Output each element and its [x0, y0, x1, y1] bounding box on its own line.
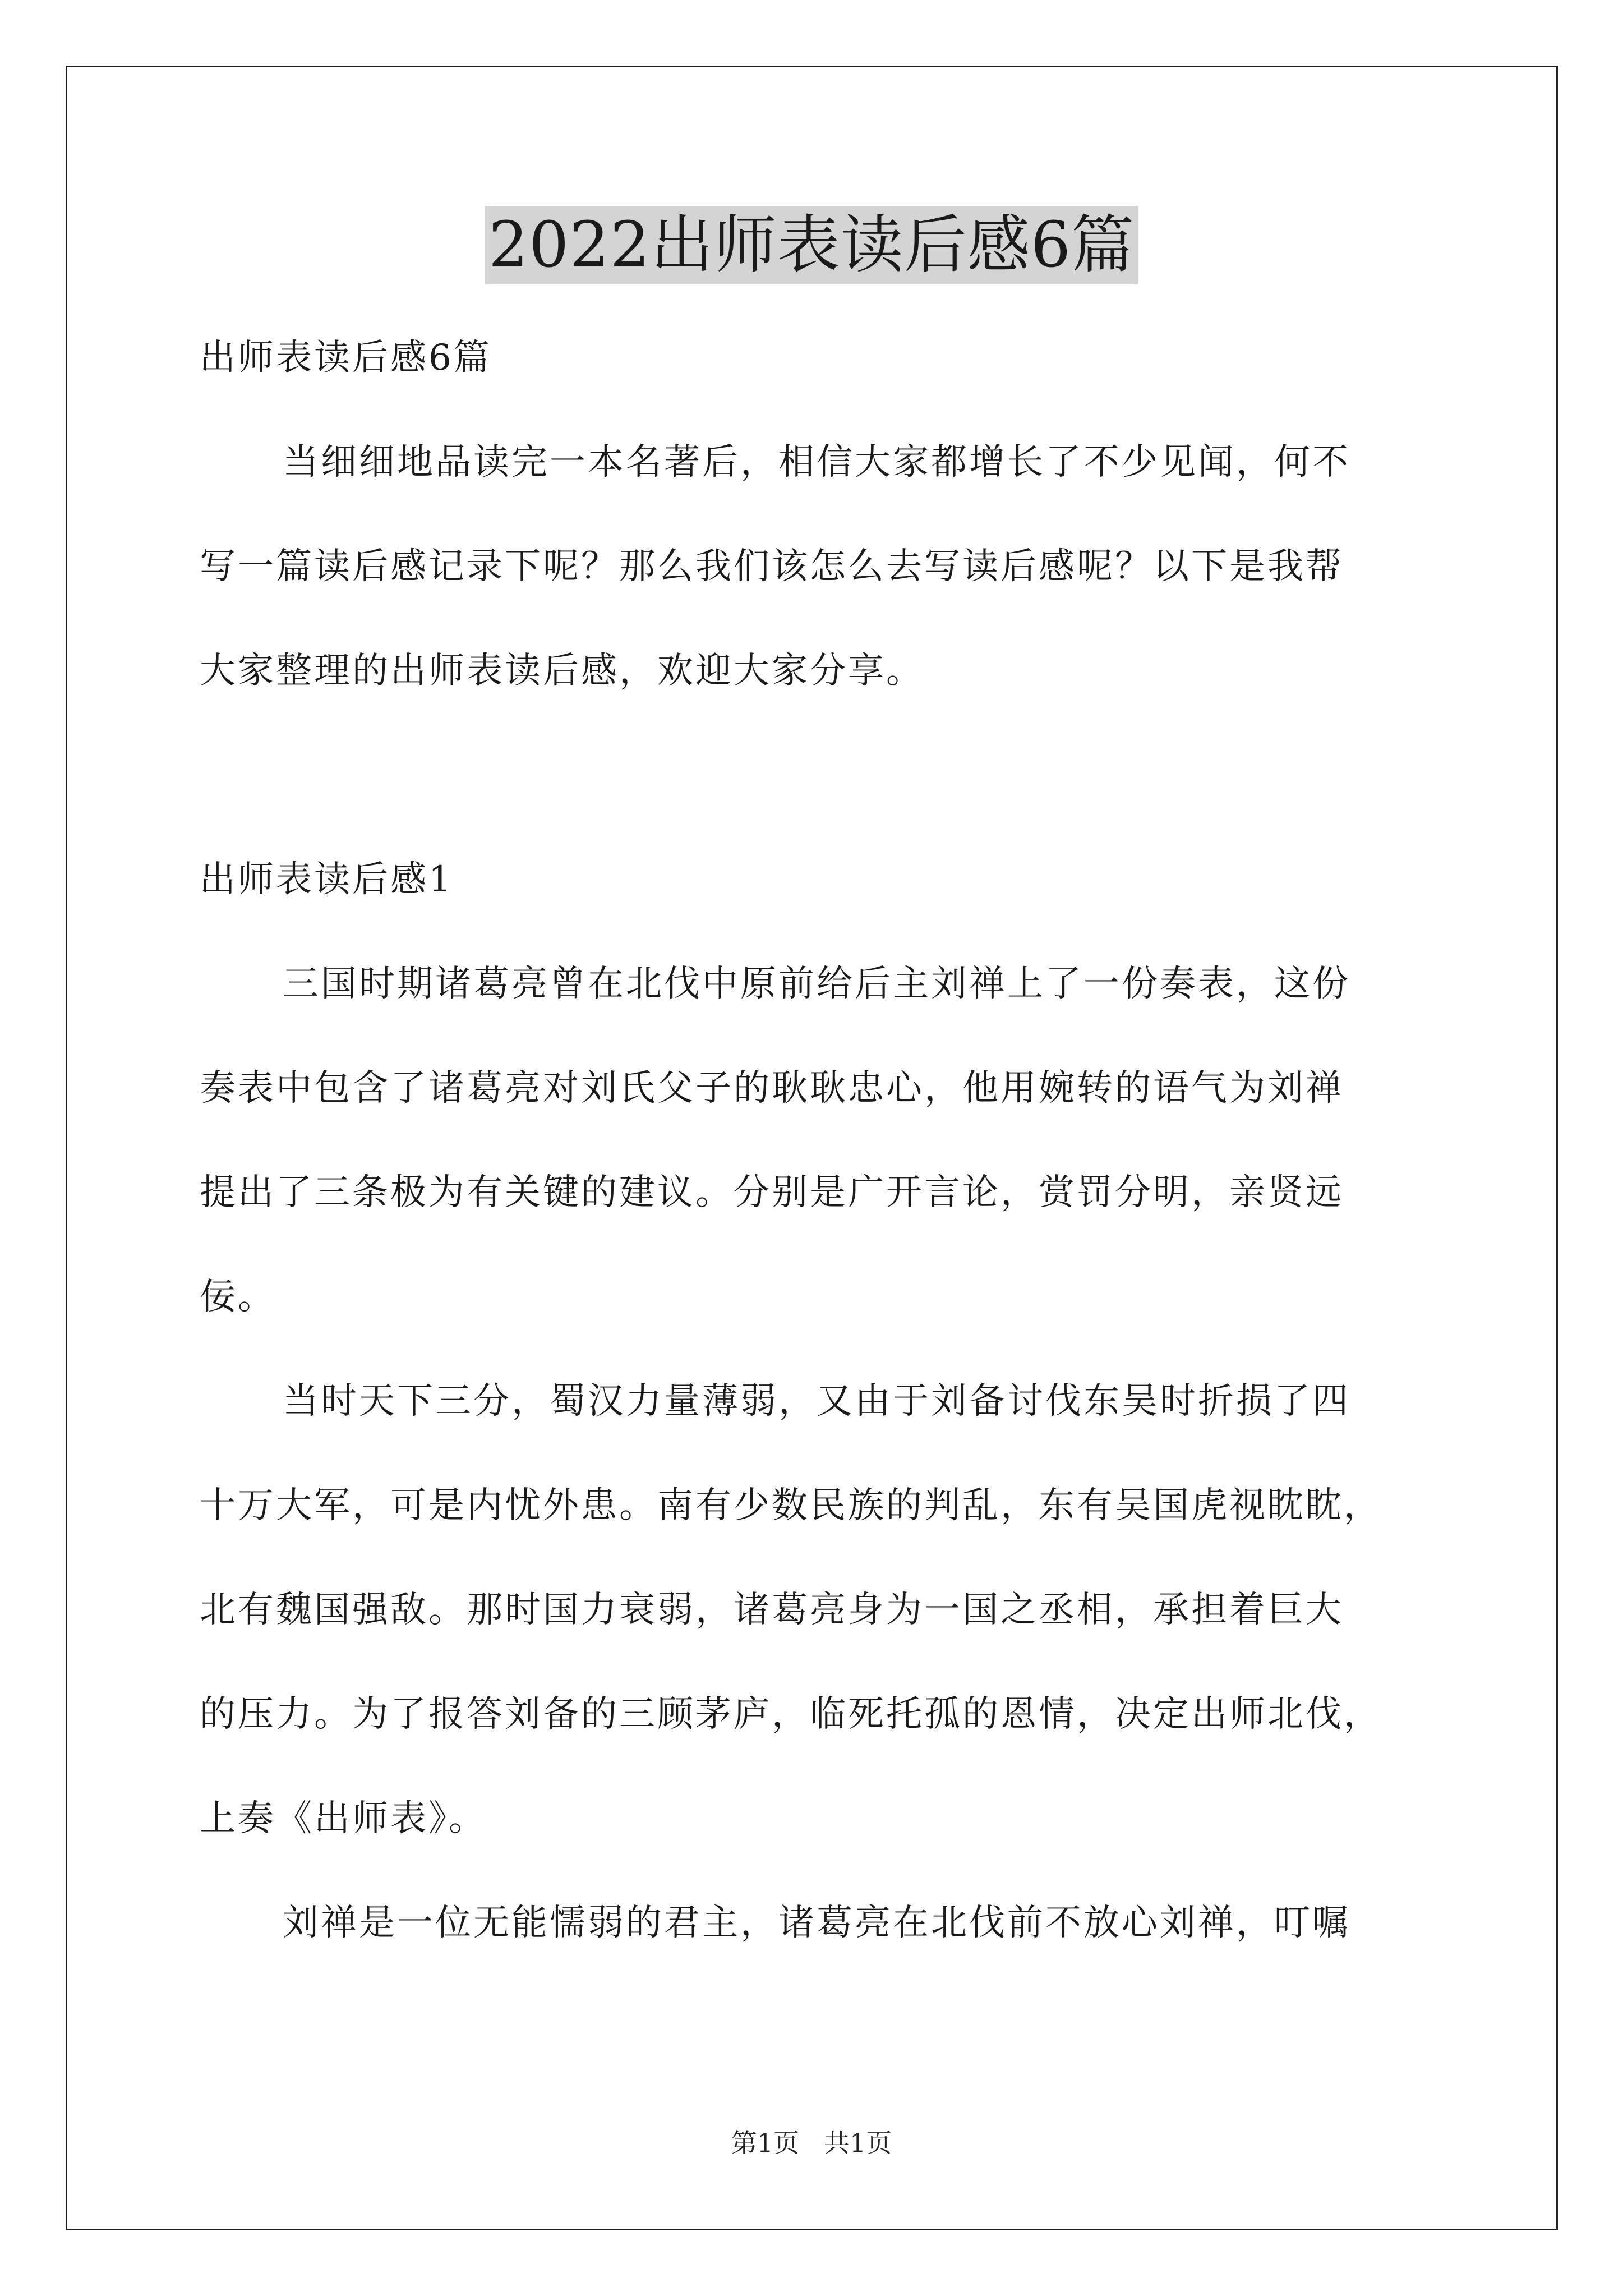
- paragraph-line: 北有魏国强敌。那时国力衰弱，诸葛亮身为一国之丞相，承担着巨大: [200, 1589, 1344, 1631]
- document-body: [200, 306, 1433, 1975]
- paragraph-line: 三国时期诸葛亮曾在北伐中原前给后主刘禅上了一份奏表，这份: [283, 963, 1350, 1005]
- page-number: 第1页: [731, 2128, 800, 2158]
- paragraph-line: 的压力。为了报答刘备的三顾茅庐，临死托孤的恩情，决定出师北伐，: [200, 1694, 1382, 1735]
- section-heading: 出师表读后感1: [200, 859, 454, 900]
- blank-line: [200, 723, 1433, 827]
- paragraph-line: 佞。: [200, 1276, 276, 1318]
- paragraph-line: 刘禅是一位无能懦弱的君主，诸葛亮在北伐前不放心刘禅，叮嘱: [283, 1902, 1350, 1944]
- paragraph-line: 十万大军，可是内忧外患。南有少数民族的判乱，东有吴国虎视眈眈，: [200, 1485, 1382, 1526]
- paragraph-line: 写一篇读后感记录下呢？那么我们该怎么去写读后感呢？以下是我帮: [200, 546, 1344, 587]
- subtitle: 出师表读后感6篇: [200, 337, 492, 379]
- paragraph-line: 当时天下三分，蜀汉力量薄弱，又由于刘备讨伐东吴时折损了四: [283, 1381, 1350, 1422]
- paragraph-line: 提出了三条极为有关键的建议。分别是广开言论，赏罚分明，亲贤远: [200, 1172, 1344, 1213]
- paragraph-line: 上奏《出师表》。: [200, 1798, 487, 1839]
- page-footer: [0, 2126, 1623, 2160]
- paragraph-line: 当细细地品读完一本名著后，相信大家都增长了不少见闻，何不: [283, 441, 1350, 483]
- paragraph-line: 奏表中包含了诸葛亮对刘氏父子的耿耿忠心，他用婉转的语气为刘禅: [200, 1068, 1344, 1109]
- document-title: 2022出师表读后感6篇: [485, 206, 1138, 284]
- page-total: 共1页: [823, 2128, 892, 2158]
- paragraph-line: 大家整理的出师表读后感，欢迎大家分享。: [200, 650, 924, 692]
- title-container: [0, 206, 1623, 284]
